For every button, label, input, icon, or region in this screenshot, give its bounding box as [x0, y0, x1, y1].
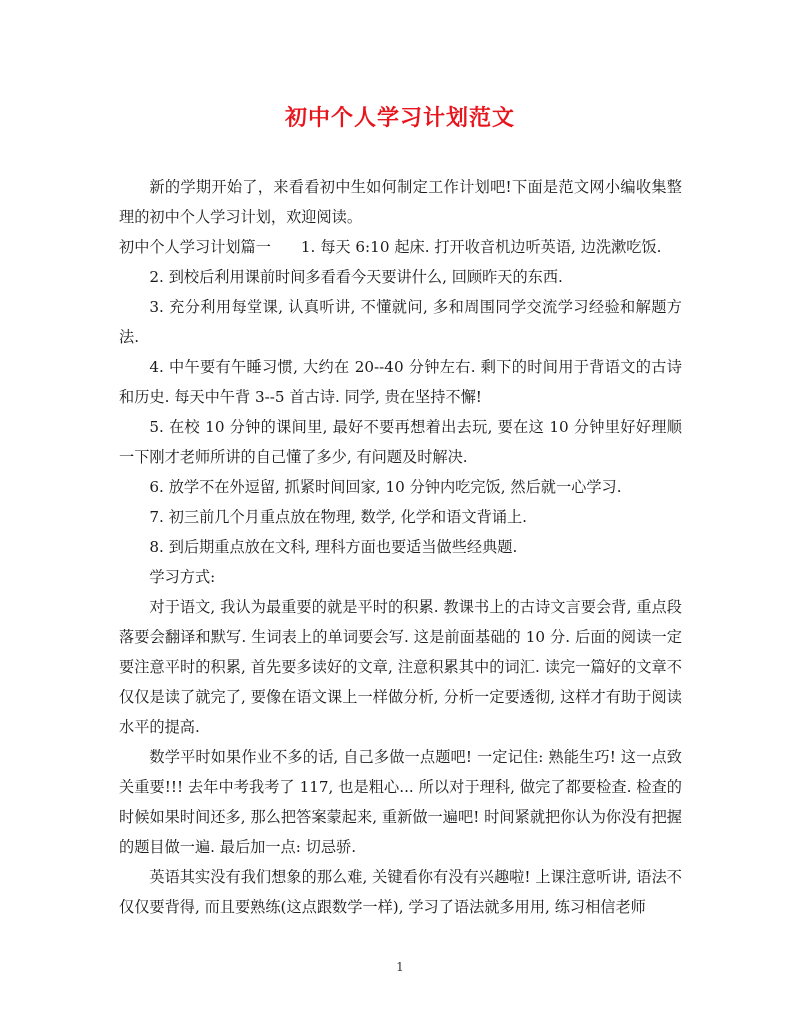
- plan-item-1: 1. 每天 6:10 起床. 打开收音机边听英语, 边洗漱吃饭.: [300, 238, 662, 256]
- plan-heading: 初中个人学习计划篇一: [119, 238, 271, 256]
- document-title: 初中个人学习计划范文: [284, 105, 515, 131]
- plan-item-4: 4. 中午要有午睡习惯, 大约在 20--40 分钟左右. 剩下的时间用于背语文的古诗和历史. 每天中午背 3--5 首古诗. 同学, 贵在坚持不懈!: [119, 358, 682, 406]
- intro-paragraph: 新的学期开始了，来看看初中生如何制定工作计划吧!下面是范文网小编收集整理的初中个人学习计划，欢迎阅读。: [119, 178, 682, 226]
- page-number: 1: [396, 960, 404, 974]
- method-heading: 学习方式:: [149, 568, 216, 586]
- plan-item-3: 3. 充分利用每堂课, 认真听讲, 不懂就问, 多和周围同学交流学习经验和解题方法.: [119, 298, 682, 346]
- plan-item-7: 7. 初三前几个月重点放在物理, 数学, 化学和语文背诵上.: [149, 508, 527, 526]
- plan-item-2: 2. 到校后利用课前时间多看看今天要讲什么, 回顾昨天的东西.: [149, 268, 563, 286]
- plan-item-8: 8. 到后期重点放在文科, 理科方面也要适当做些经典题.: [149, 538, 518, 556]
- plan-item-6: 6. 放学不在外逗留, 抓紧时间回家, 10 分钟内吃完饭, 然后就一心学习.: [149, 478, 622, 496]
- plan-first-line: [119, 232, 682, 262]
- chinese-paragraph: 对于语文, 我认为最重要的就是平时的积累. 教课书上的古诗文言要会背, 重点段落要会翻译和默写. 生词表上的单词要会写. 这是前面基础的 10 分. 后面的阅读一定要注意平时的积累, 首先要多读好的文章, 注意积累其中的词汇. 读完一篇好的文章不仅仅是读了就完了, 要像在语文课上一样做分析, 分析一定要透彻, 这样才有助于阅读水平的提高.: [119, 598, 682, 736]
- english-paragraph: 英语其实没有我们想象的那么难, 关键看你有没有兴趣啦! 上课注意听讲, 语法不仅仅要背得, 而且要熟练(这点跟数学一样), 学习了语法就多用用, 练习相信老师: [119, 868, 682, 916]
- document-body: [119, 172, 682, 922]
- math-paragraph: 数学平时如果作业不多的话, 自己多做一点题吧! 一定记住: 熟能生巧! 这一点致关重要!!! 去年中考我考了 117, 也是粗心... 所以对于理科, 做完了都要检查. 检查的时候如果时间还多, 那么把答案蒙起来, 重新做一遍吧! 时间紧就把你认为你没有把握的题目做一遍. 最后加一点: 切忌骄.: [119, 748, 682, 856]
- plan-item-5: 5. 在校 10 分钟的课间里, 最好不要再想着出去玩, 要在这 10 分钟里好好理顺一下刚才老师所讲的自己懂了多少, 有问题及时解决.: [119, 418, 682, 466]
